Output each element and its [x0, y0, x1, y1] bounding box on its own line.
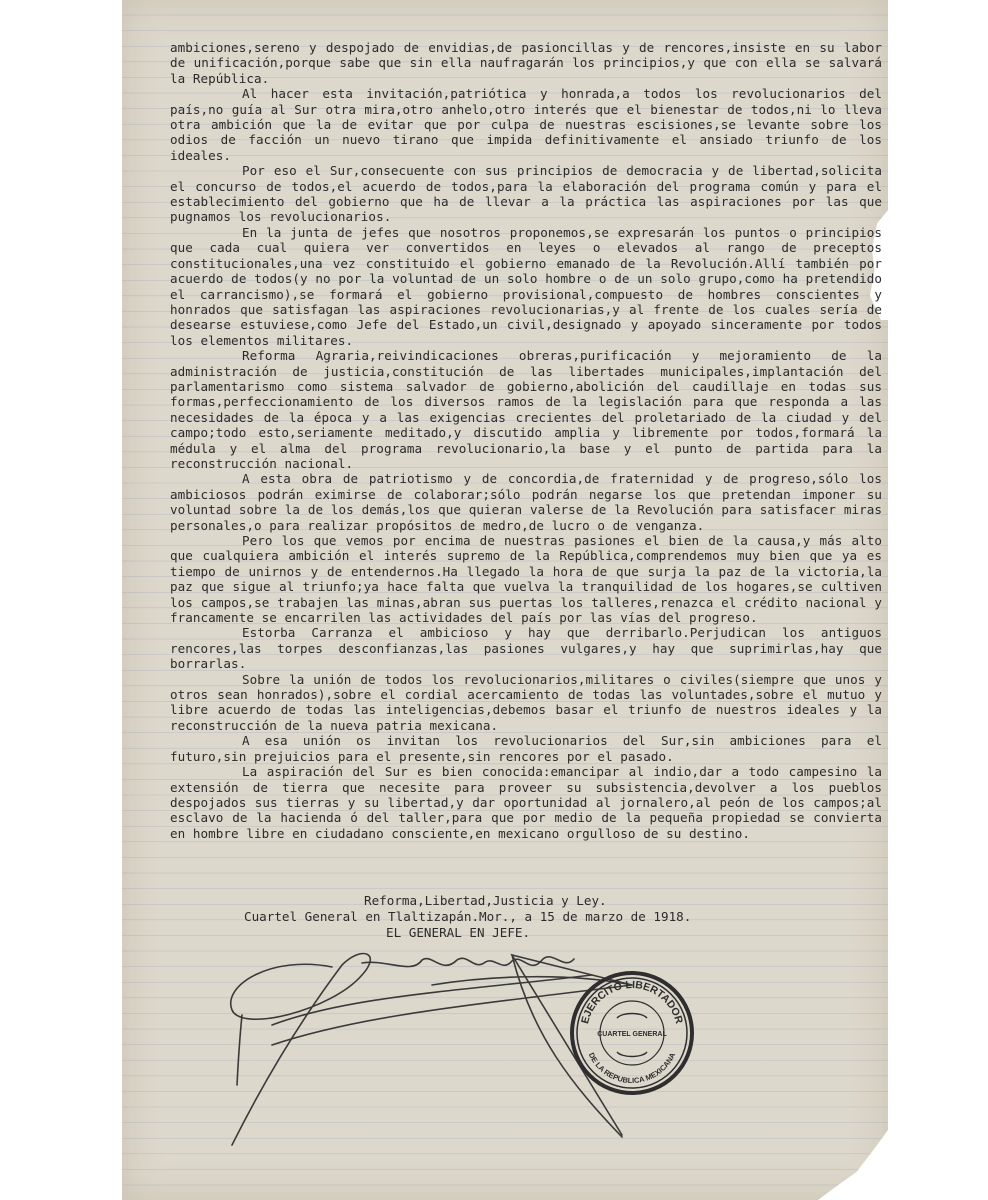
paragraph: A esta obra de patriotismo y de concordia,de fraternidad y de progreso,sólo los ambiciosos podrán eximirse de colaborar;sólo podrán negarse los que pretendan imponer su voluntad sobre la de los demás,los que quieran valerse de la Revolución para satisfacer miras personales,o para realizar propósitos de medro,de lucro o de venganza. [170, 471, 882, 533]
paragraph: Por eso el Sur,consecuente con sus principios de democracia y de libertad,solicita el concurso de todos,el acuerdo de todos,para la elaboración del programa común y para el establecimiento del gobierno que ha de llevar a la práctica las aspiraciones por las que pugnamos los revolucionarios. [170, 163, 882, 225]
place-date: Cuartel General en Tlaltizapán.Mor., a 15 de marzo de 1918. [244, 909, 692, 924]
paragraph: Estorba Carranza el ambicioso y hay que derribarlo.Perjudican los antiguos rencores,las torpes desconfianzas,las pasiones vulgares,y hay que suprimirlas,hay que borrarlas. [170, 625, 882, 672]
torn-corner [818, 1130, 888, 1200]
paragraph: Pero los que vemos por encima de nuestras pasiones el bien de la causa,y más alto que cualquiera ambición el interés supremo de la República,comprendemos muy bien que ya es tiempo de unirnos y de entendernos.Ha llegado la hora de que surja la paz de la victoria,la paz que sigue al triunfo;ya hace falta que vuelva la tranquilidad de los hogares,se cultiven los campos,se trabajen las minas,abran sus puertas los talleres,renazca el crédito nacional y francamente se encarrilen las actividades del país por las vías del progreso. [170, 533, 882, 626]
paragraph: Al hacer esta invitación,patriótica y honrada,a todos los revolucionarios del país,no guía al Sur otra mira,otro anhelo,otro interés que el bienestar de todos,ni lo lleva otra ambición que la de evitar que por culpa de nuestras escisiones,se levante sobre los odios de facción un nuevo tirano que impida definitivamente el ansiado triunfo de los ideales. [170, 86, 882, 163]
paragraph: Sobre la unión de todos los revolucionarios,militares o civiles(siempre que unos y otros sean honrados),sobre el cordial acercamiento de todas las voluntades,sobre el mutuo y libre acuerdo de todas las inteligencias,debemos basar el triunfo de nuestros ideales y la reconstrucción de la nueva patria mexicana. [170, 671, 882, 733]
paragraph: En la junta de jefes que nosotros proponemos,se expresarán los puntos o principios que cada cual quiera ver convertidos en leyes o elevados al rango de preceptos constitucionales,una vez constituido el gobierno emanado de la Revolución.Allí también por acuerdo de todos(y no por la voluntad de un solo hombre o de un solo grupo,como ha pretendido el carrancismo),se formará el gobierno provisional,compuesto de hombres conscientes y honrados que satisfagan las aspiraciones revolucionarias,y al frente de los cuales sería de desearse estuviese,como Jefe del Estado,un civil,designado y apoyado sinceramente por todos los elementos militares. [170, 224, 882, 348]
paragraph: ambiciones,sereno y despojado de envidias,de pasioncillas y de rencores,insiste en su labor de unificación,porque sabe que sin ella naufragarán los principios,y que con ella se salvará la República. [170, 40, 882, 86]
seal-text-top: EJERCITO LIBERTADOR [579, 978, 685, 1026]
paragraph: La aspiración del Sur es bien conocida:emancipar al indio,dar a todo campesino la extensión de tierra que necesite para proveer su subsistencia,devolver a los pueblos despojados sus tierras y su libertad,y dar oportunidad al jornalero,al peón de los campos;al esclavo de la hacienda ó del taller,para que por medio de la pequeña propiedad se convierta en hombre libre en ciudadano consciente,en mexicano orgulloso de su destino. [170, 764, 882, 841]
signatory-title: EL GENERAL EN JEFE. [386, 925, 531, 940]
seal-emblem [617, 1014, 647, 1019]
paragraph: A esa unión os invitan los revolucionarios del Sur,sin ambiciones para el futuro,sin prejuicios para el presente,sin rencores por el pasado. [170, 733, 882, 764]
seal-emblem [617, 1052, 647, 1057]
paragraph: Reforma Agraria,reivindicaciones obreras,purificación y mejoramiento de la administración de justicia,constitución de las libertades municipales,implantación del parlamentarismo como sistema salvador de gobierno,abolición del caudillaje en todas sus formas,perfeccionamiento de los diversos ramos de la legislación para que responda a las necesidades de la época y a las exigencias crecientes del proletariado de la ciudad y del campo;todo esto,seriamente meditado,y discutido amplia y libremente por todos,formará la médula y el alma del programa revolucionario,la base y el punto de partida para la reconstrucción nacional. [170, 348, 882, 471]
seal-text-bottom: DE LA REPUBLICA MEXICANA [586, 1051, 678, 1086]
official-seal [567, 968, 697, 1098]
document-page [122, 0, 888, 1200]
seal-center-text: CUARTEL GENERAL [597, 1031, 667, 1038]
typed-body [170, 40, 882, 841]
motto: Reforma,Libertad,Justicia y Ley. [364, 893, 607, 908]
